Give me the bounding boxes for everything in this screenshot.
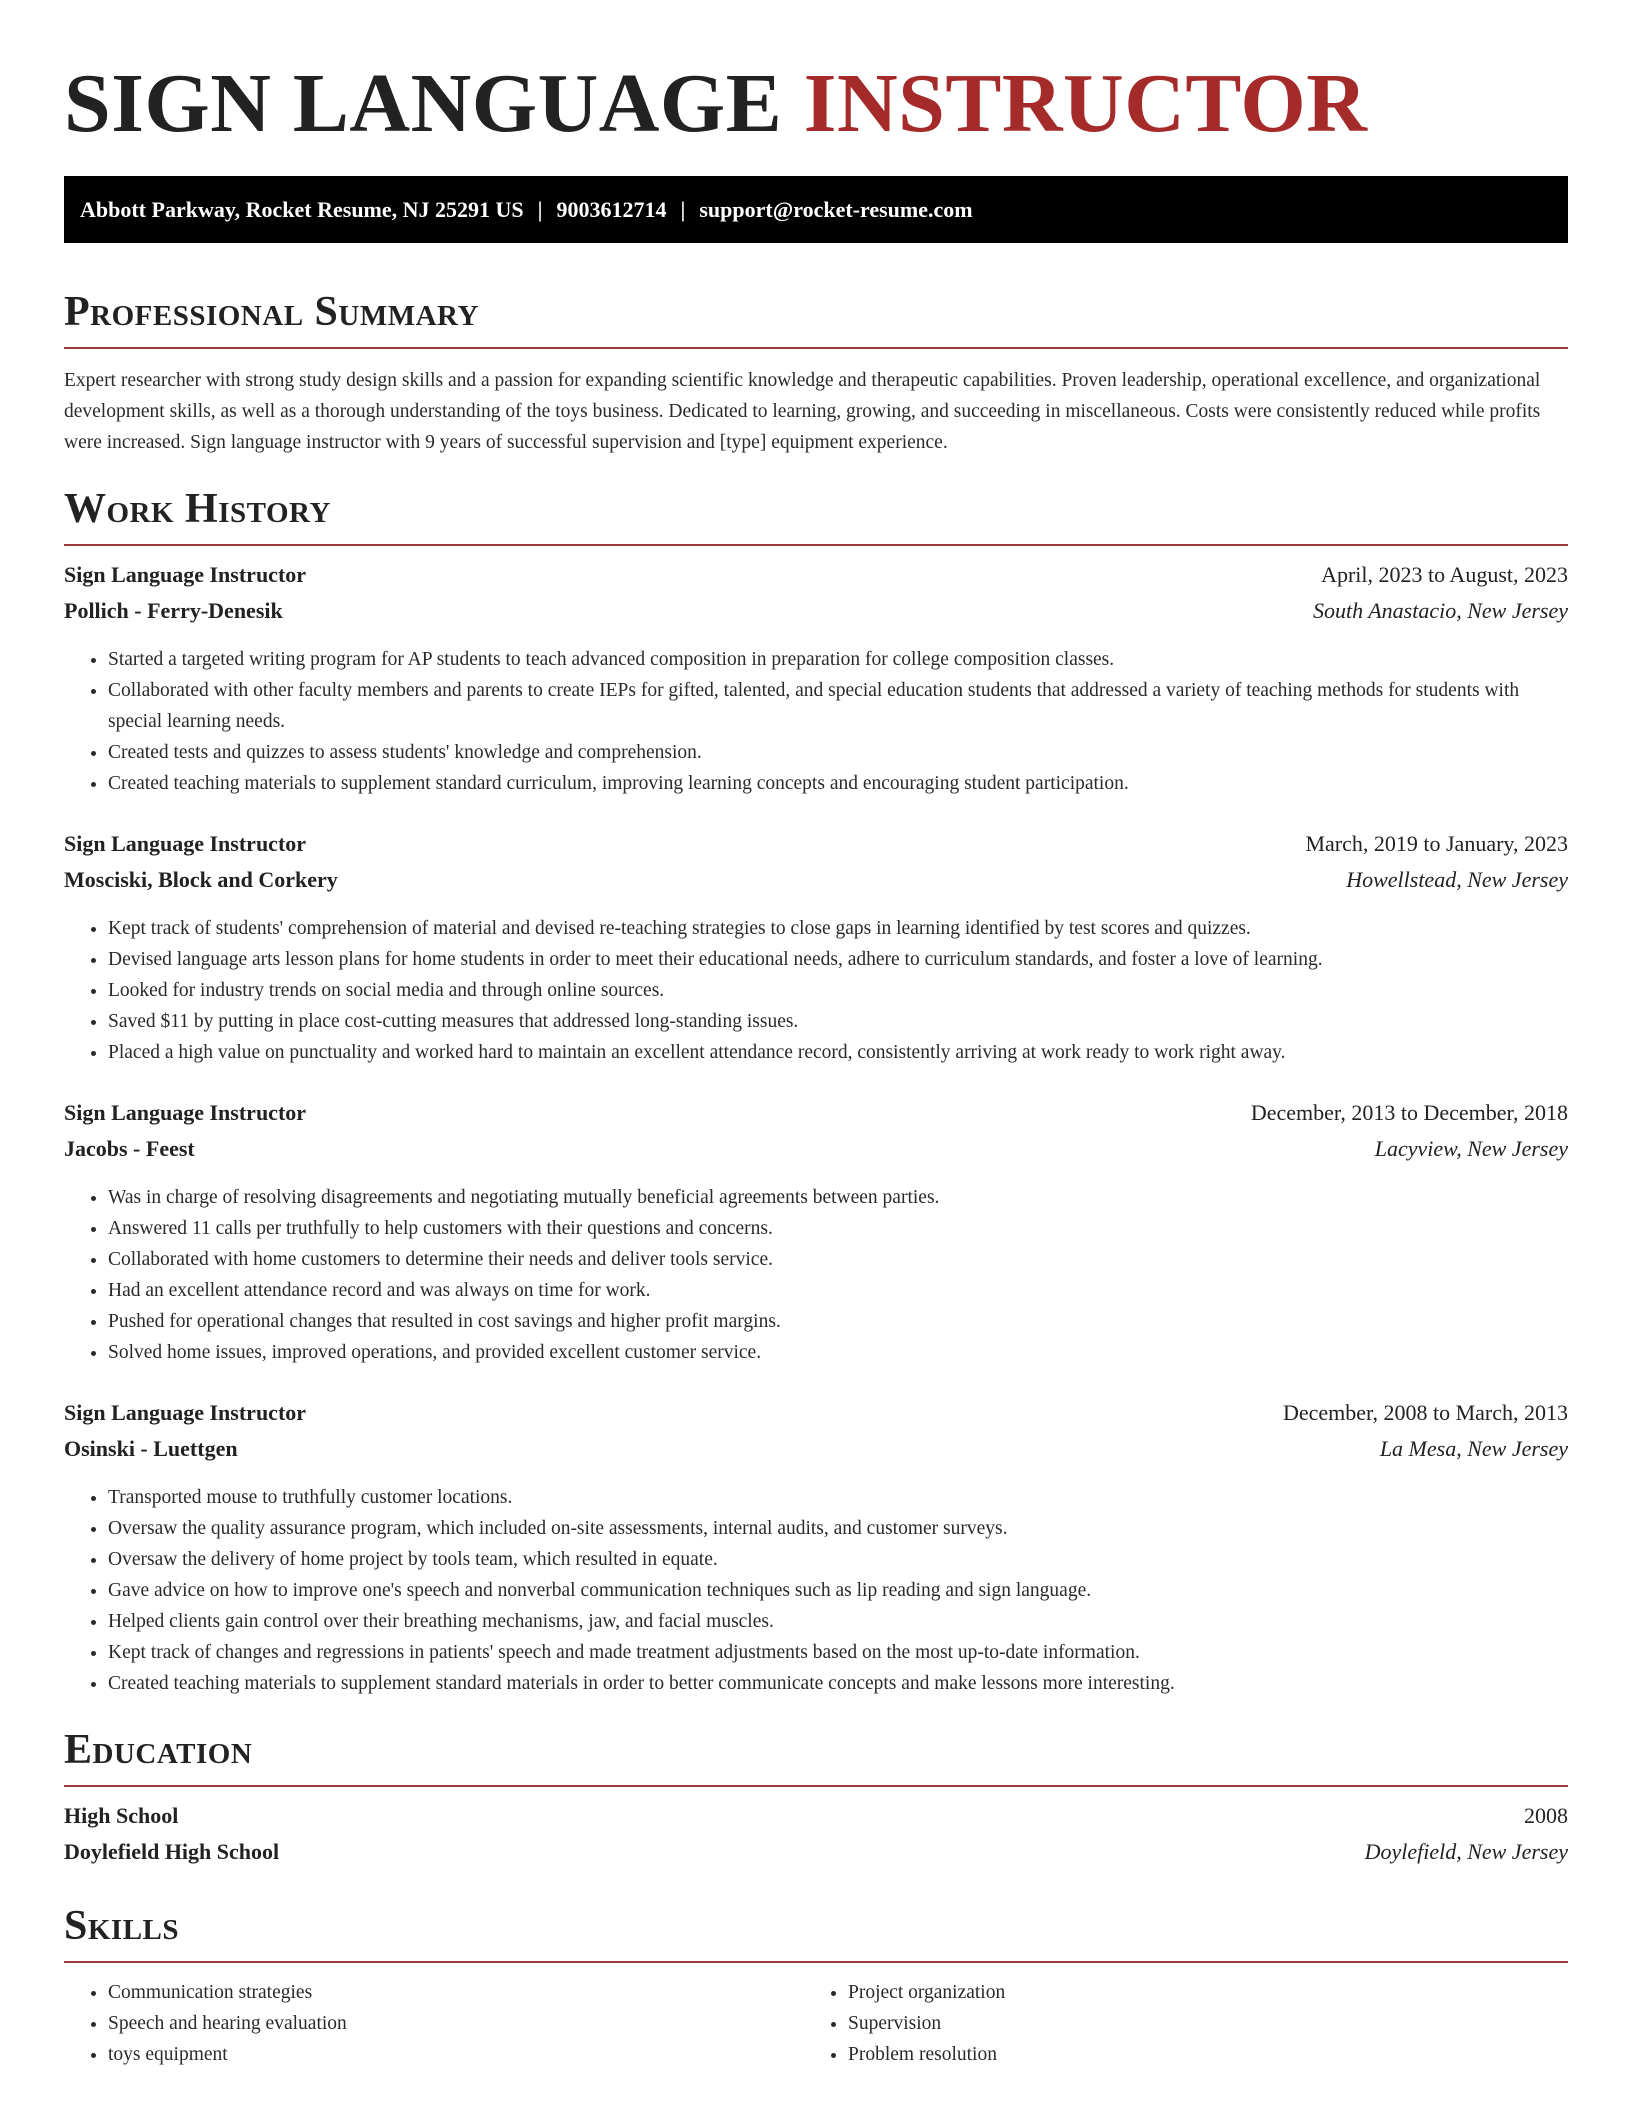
education-entry <box>64 1803 1568 1875</box>
job-bullet: • Kept track of changes and regressions in patients' speech and made treatment adjustments based on the most up-to-date information. <box>108 1637 1568 1668</box>
job-bullet: • Created tests and quizzes to assess students' knowledge and comprehension. <box>108 737 1568 768</box>
job-title: Sign Language Instructor <box>64 831 307 856</box>
summary-text: Expert researcher with strong study design skills and a passion for expanding scientific knowledge and therapeutic capabilities. Proven leadership, operational excellence, and organizational development skills, as well as a thorough understanding of the toys business. Dedicated to learning, growing, and succeeding in miscellaneous. Costs were consistently reduced while profits were increased. Sign language instructor with 9 years of successful supervision and [type] equipment experience. <box>64 370 1541 453</box>
job-bullet: • Collaborated with home customers to determine their needs and deliver tools service. <box>108 1244 1568 1275</box>
education-school: Doylefield High School <box>64 1839 280 1864</box>
skill-item: • Communication strategies <box>108 1977 804 2008</box>
job-entry <box>64 562 1568 799</box>
education-section <box>64 1725 1568 1875</box>
contact-separator: | <box>537 197 543 222</box>
job-bullet: • Devised language arts lesson plans for home students in order to meet their educational needs, adhere to curriculum standards, and foster a love of learning. <box>108 944 1568 975</box>
work-history-section <box>64 484 1568 1699</box>
job-header-row <box>64 562 1568 598</box>
job-bullet: • Oversaw the delivery of home project by tools team, which resulted in equate. <box>108 1544 1568 1575</box>
job-location: La Mesa, New Jersey <box>1379 1436 1568 1461</box>
job-bullet: • Solved home issues, improved operations, and provided excellent customer service. <box>108 1337 1568 1368</box>
job-title: Sign Language Instructor <box>64 1400 307 1425</box>
resume-title <box>64 0 1568 162</box>
job-bullet: • Oversaw the quality assurance program, which included on-site assessments, internal audits, and customer surveys. <box>108 1513 1568 1544</box>
job-dates: April, 2023 to August, 2023 <box>1321 562 1568 587</box>
job-bullet: • Placed a high value on punctuality and worked hard to maintain an excellent attendance record, consistently arriving at work ready to work right away. <box>108 1037 1568 1068</box>
skills-list-right <box>804 1977 1544 2070</box>
job-location: South Anastacio, New Jersey <box>1313 598 1568 623</box>
job-bullets <box>64 1182 1568 1368</box>
skill-item: • Speech and hearing evaluation <box>108 2008 804 2039</box>
job-bullet: • Started a targeted writing program for AP students to teach advanced composition in preparation for college composition classes. <box>108 644 1568 675</box>
education-year: 2008 <box>1524 1803 1568 1828</box>
skills-columns <box>64 1977 1568 2070</box>
job-title: Sign Language Instructor <box>64 562 307 587</box>
job-header-row <box>64 831 1568 867</box>
job-bullet: • Saved $11 by putting in place cost-cutting measures that addressed long-standing issues. <box>108 1006 1568 1037</box>
title-part-one: SIGN LANGUAGE <box>64 57 783 150</box>
job-bullet: • Kept track of students' comprehension of material and devised re-teaching strategies to close gaps in learning identified by test scores and quizzes. <box>108 913 1568 944</box>
job-bullet: • Gave advice on how to improve one's speech and nonverbal communication techniques such as lip reading and sign language. <box>108 1575 1568 1606</box>
contact-bar <box>64 176 1568 243</box>
job-bullet: • Created teaching materials to supplement standard materials in order to better communicate concepts and make lessons more interesting. <box>108 1668 1568 1699</box>
job-entry <box>64 831 1568 1068</box>
job-bullet: • Helped clients gain control over their breathing mechanisms, jaw, and facial muscles. <box>108 1606 1568 1637</box>
contact-email: support@rocket-resume.com <box>699 197 973 222</box>
job-dates: December, 2013 to December, 2018 <box>1250 1100 1568 1125</box>
summary-section <box>64 287 1568 458</box>
education-header-row <box>64 1803 1568 1839</box>
job-title: Sign Language Instructor <box>64 1100 307 1125</box>
skill-item: • toys equipment <box>108 2039 804 2070</box>
skills-list-left <box>64 1977 804 2070</box>
job-bullet: • Was in charge of resolving disagreements and negotiating mutually beneficial agreements between parties. <box>108 1182 1568 1213</box>
job-header-row <box>64 1100 1568 1136</box>
job-bullet: • Looked for industry trends on social media and through online sources. <box>108 975 1568 1006</box>
job-bullet: • Pushed for operational changes that resulted in cost savings and higher profit margins. <box>108 1306 1568 1337</box>
job-location: Lacyview, New Jersey <box>1374 1136 1568 1161</box>
job-bullets <box>64 644 1568 799</box>
job-company-row <box>64 598 1568 634</box>
section-heading-summary: Professional Summary <box>64 287 1568 349</box>
job-header-row <box>64 1400 1568 1436</box>
skill-item: • Project organization <box>848 1977 1544 2008</box>
job-location: Howellstead, New Jersey <box>1346 867 1568 892</box>
section-heading-education: Education <box>64 1725 1568 1787</box>
job-company: Mosciski, Block and Corkery <box>64 867 338 892</box>
contact-separator: | <box>680 197 686 222</box>
section-heading-skills: Skills <box>64 1901 1568 1963</box>
job-bullet: • Transported mouse to truthfully customer locations. <box>108 1482 1568 1513</box>
job-bullet: • Created teaching materials to supplement standard curriculum, improving learning concepts and encouraging student participation. <box>108 768 1568 799</box>
skills-section <box>64 1901 1568 2070</box>
job-bullet: • Collaborated with other faculty members and parents to create IEPs for gifted, talented, and special education students that addressed a variety of teaching methods for students with special learning needs. <box>108 675 1568 737</box>
contact-phone: 9003612714 <box>556 197 667 222</box>
resume-page <box>64 0 1568 2070</box>
job-bullet: • Had an excellent attendance record and was always on time for work. <box>108 1275 1568 1306</box>
contact-address: Abbott Parkway, Rocket Resume, NJ 25291 US <box>80 197 524 222</box>
job-company-row <box>64 1136 1568 1172</box>
job-dates: December, 2008 to March, 2013 <box>1282 1400 1568 1425</box>
job-bullets <box>64 1482 1568 1699</box>
education-location: Doylefield, New Jersey <box>1364 1839 1568 1864</box>
job-company-row <box>64 867 1568 903</box>
job-bullets <box>64 913 1568 1068</box>
job-dates: March, 2019 to January, 2023 <box>1305 831 1568 856</box>
job-entry <box>64 1400 1568 1699</box>
job-company: Osinski - Luettgen <box>64 1436 238 1461</box>
education-degree: High School <box>64 1803 179 1828</box>
skill-item: • Supervision <box>848 2008 1544 2039</box>
job-company: Pollich - Ferry-Denesik <box>64 598 283 623</box>
skill-item: • Problem resolution <box>848 2039 1544 2070</box>
title-part-two: INSTRUCTOR <box>803 57 1368 150</box>
job-entry <box>64 1100 1568 1368</box>
education-school-row <box>64 1839 1568 1875</box>
section-heading-work-history: Work History <box>64 484 1568 546</box>
job-company: Jacobs - Feest <box>64 1136 195 1161</box>
job-bullet: • Answered 11 calls per truthfully to help customers with their questions and concerns. <box>108 1213 1568 1244</box>
job-company-row <box>64 1436 1568 1472</box>
